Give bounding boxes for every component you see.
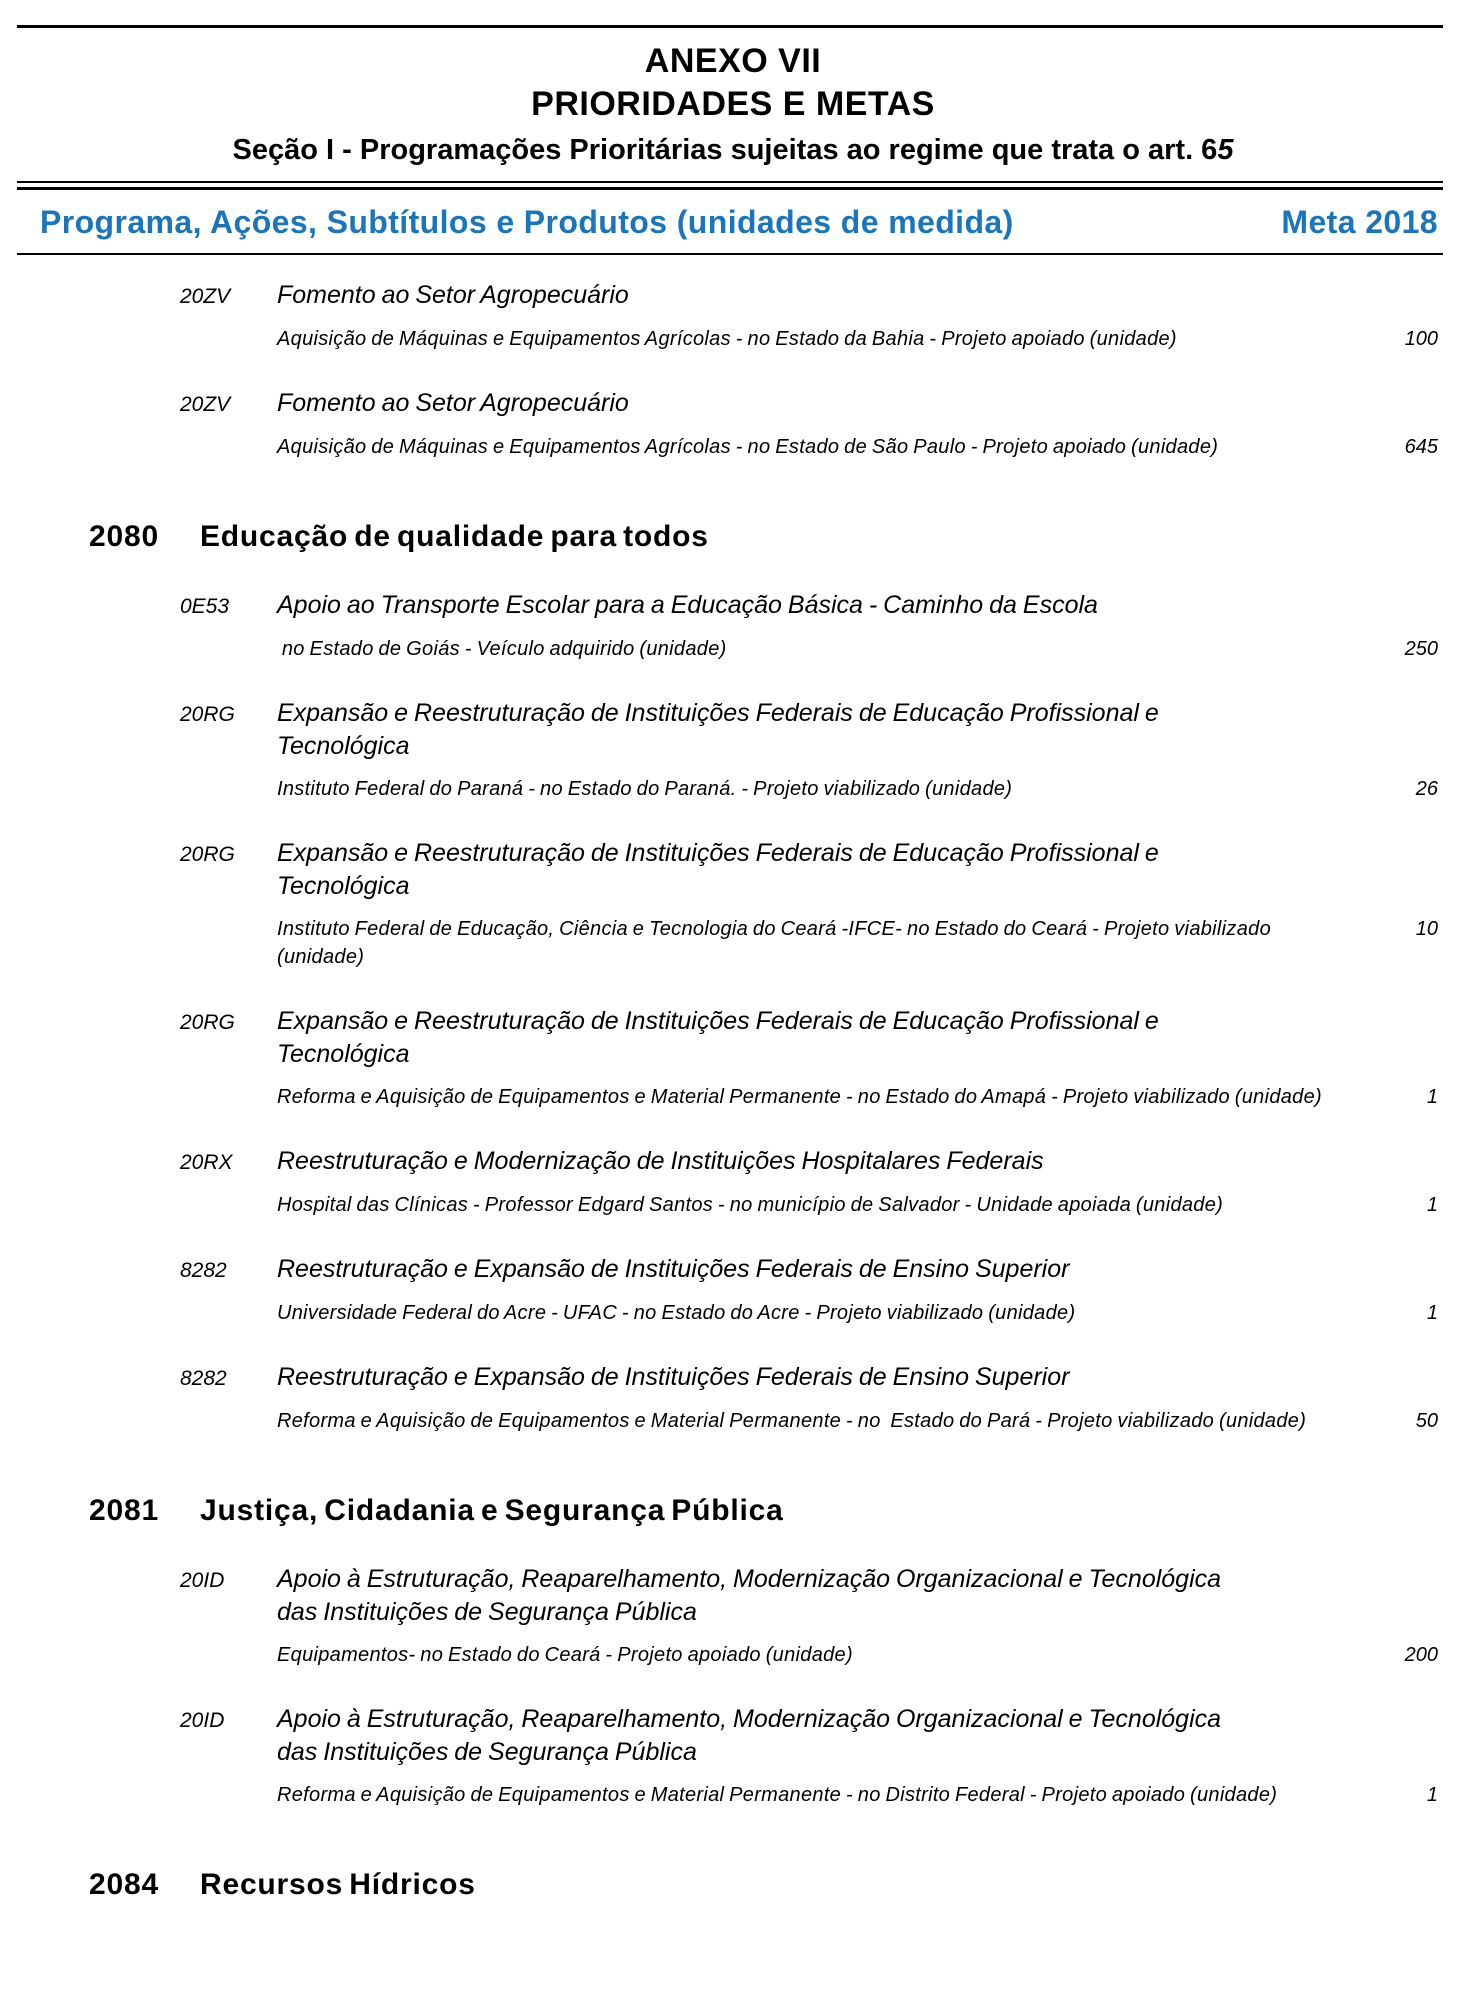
action-head	[180, 1253, 1438, 1287]
action-subtitle: Reforma e Aquisição de Equipamentos e Material Permanente - no Distrito Federal - Projeto apoiado (unidade)	[277, 1784, 1278, 1806]
action-head	[180, 1005, 1438, 1071]
action-meta-value: 645	[1404, 436, 1438, 458]
program-number: 2081	[89, 1494, 159, 1527]
table-header	[40, 203, 1438, 241]
action-meta-value: 1	[1426, 1194, 1438, 1216]
action-meta-value: 1	[1426, 1086, 1438, 1108]
action-head	[180, 1361, 1438, 1395]
action-code: 8282	[180, 1259, 227, 1282]
action-head	[180, 1703, 1438, 1769]
action-row	[180, 279, 1438, 353]
action-head	[180, 387, 1438, 421]
doc-subtitle-text: Seção I - Programações Prioritárias sujeitas ao regime que trata o art. 6	[232, 134, 1218, 166]
action-subtitle: Instituto Federal de Educação, Ciência e Tecnologia do Ceará -IFCE- no Estado do Ceará - Projeto viabilizado (unidade)	[277, 918, 1276, 968]
action-meta-value: 200	[1404, 1644, 1438, 1666]
table-body	[0, 279, 1466, 1903]
double-rule	[17, 181, 1443, 190]
program-row	[89, 1493, 1438, 1529]
document-header	[0, 41, 1466, 167]
action-row	[180, 1005, 1438, 1111]
action-code: 20RX	[180, 1151, 233, 1174]
action-row	[180, 837, 1438, 971]
action-sub	[277, 1083, 1438, 1111]
action-title: Fomento ao Setor Agropecuário	[277, 281, 629, 309]
action-code: 20RG	[180, 1011, 235, 1034]
action-row	[180, 697, 1438, 803]
program-name: Educação de qualidade para todos	[200, 520, 709, 553]
action-subtitle: Aquisição de Máquinas e Equipamentos Agrícolas - no Estado de São Paulo - Projeto apoiado (unidade)	[277, 436, 1219, 458]
action-head	[180, 1563, 1438, 1629]
action-title: Apoio à Estruturação, Reaparelhamento, Modernização Organizacional e Tecnológica das Instituições de Segurança Pública	[277, 1565, 1222, 1626]
action-sub	[277, 1299, 1438, 1327]
action-row	[180, 387, 1438, 461]
action-sub	[277, 433, 1438, 461]
action-subtitle: Reforma e Aquisição de Equipamentos e Material Permanente - no Estado do Pará - Projeto viabilizado (unidade)	[277, 1410, 1307, 1432]
action-title: Reestruturação e Expansão de Instituições Federais de Ensino Superior	[277, 1363, 1070, 1391]
action-code: 20RG	[180, 703, 235, 726]
action-title: Apoio à Estruturação, Reaparelhamento, Modernização Organizacional e Tecnológica das Instituições de Segurança Pública	[277, 1705, 1222, 1766]
doc-subtitle-italic-suffix: 5	[1217, 134, 1234, 166]
action-code: 8282	[180, 1367, 227, 1390]
action-meta-value: 100	[1404, 328, 1438, 350]
action-code: 20ZV	[180, 285, 231, 308]
col-header-meta-2018: Meta 2018	[1281, 204, 1438, 240]
action-row	[180, 1703, 1438, 1809]
action-meta-value: 10	[1415, 918, 1438, 940]
action-head	[180, 837, 1438, 903]
action-row	[180, 1145, 1438, 1219]
action-subtitle: Instituto Federal do Paraná - no Estado do Paraná. - Projeto viabilizado (unidade)	[277, 778, 1013, 800]
action-subtitle: Aquisição de Máquinas e Equipamentos Agrícolas - no Estado da Bahia - Projeto apoiado (unidade)	[277, 328, 1177, 350]
action-sub	[277, 1191, 1438, 1219]
action-sub	[277, 775, 1438, 803]
action-title: Reestruturação e Expansão de Instituições Federais de Ensino Superior	[277, 1255, 1070, 1283]
action-meta-value: 50	[1415, 1410, 1438, 1432]
action-title: Fomento ao Setor Agropecuário	[277, 389, 629, 417]
program-name: Recursos Hídricos	[200, 1868, 476, 1901]
action-meta-value: 1	[1426, 1302, 1438, 1324]
col-header-programs: Programa, Ações, Subtítulos e Produtos (unidades de medida)	[40, 204, 1014, 240]
top-rule	[17, 25, 1443, 28]
action-code: 20RG	[180, 843, 235, 866]
action-head	[180, 589, 1438, 623]
doc-title-2: PRIORIDADES E METAS	[531, 85, 935, 123]
action-code: 20ID	[180, 1709, 225, 1732]
action-sub	[277, 635, 1438, 663]
action-sub	[277, 325, 1438, 353]
action-sub	[277, 1641, 1438, 1669]
program-row	[89, 519, 1438, 555]
table-header-underline	[17, 253, 1443, 255]
action-sub	[277, 1407, 1438, 1435]
program-row	[89, 1867, 1438, 1903]
program-number: 2080	[89, 520, 159, 553]
action-subtitle: no Estado de Goiás - Veículo adquirido (unidade)	[277, 638, 727, 660]
action-title: Reestruturação e Modernização de Instituições Hospitalares Federais	[277, 1147, 1044, 1175]
action-head	[180, 697, 1438, 763]
action-subtitle: Reforma e Aquisição de Equipamentos e Material Permanente - no Estado do Amapá - Projeto viabilizado (unidade)	[277, 1086, 1322, 1108]
doc-subtitle	[0, 133, 1466, 167]
action-row	[180, 1253, 1438, 1327]
action-subtitle: Hospital das Clínicas - Professor Edgard Santos - no município de Salvador - Unidade apoiada (unidade)	[277, 1194, 1224, 1216]
action-sub	[277, 1781, 1438, 1809]
action-head	[180, 279, 1438, 313]
action-code: 20ZV	[180, 393, 231, 416]
program-number: 2084	[89, 1868, 159, 1901]
action-subtitle: Universidade Federal do Acre - UFAC - no Estado do Acre - Projeto viabilizado (unidade)	[277, 1302, 1076, 1324]
page	[0, 25, 1466, 1903]
action-row	[180, 1361, 1438, 1435]
action-sub	[277, 915, 1438, 971]
action-code: 20ID	[180, 1569, 225, 1592]
doc-title: ANEXO VII	[644, 42, 822, 80]
action-head	[180, 1145, 1438, 1179]
action-meta-value: 250	[1404, 638, 1438, 660]
action-subtitle: Equipamentos- no Estado do Ceará - Projeto apoiado (unidade)	[277, 1644, 853, 1666]
action-meta-value: 1	[1426, 1784, 1438, 1806]
action-title: Expansão e Reestruturação de Instituições Federais de Educação Profissional e Tecnológica	[277, 699, 1159, 760]
action-title: Expansão e Reestruturação de Instituições Federais de Educação Profissional e Tecnológica	[277, 1007, 1159, 1068]
action-meta-value: 26	[1415, 778, 1438, 800]
action-title: Expansão e Reestruturação de Instituições Federais de Educação Profissional e Tecnológica	[277, 839, 1159, 900]
action-row	[180, 589, 1438, 663]
action-title: Apoio ao Transporte Escolar para a Educação Básica - Caminho da Escola	[277, 591, 1098, 619]
program-name: Justiça, Cidadania e Segurança Pública	[200, 1494, 784, 1527]
action-code: 0E53	[180, 595, 230, 618]
action-row	[180, 1563, 1438, 1669]
